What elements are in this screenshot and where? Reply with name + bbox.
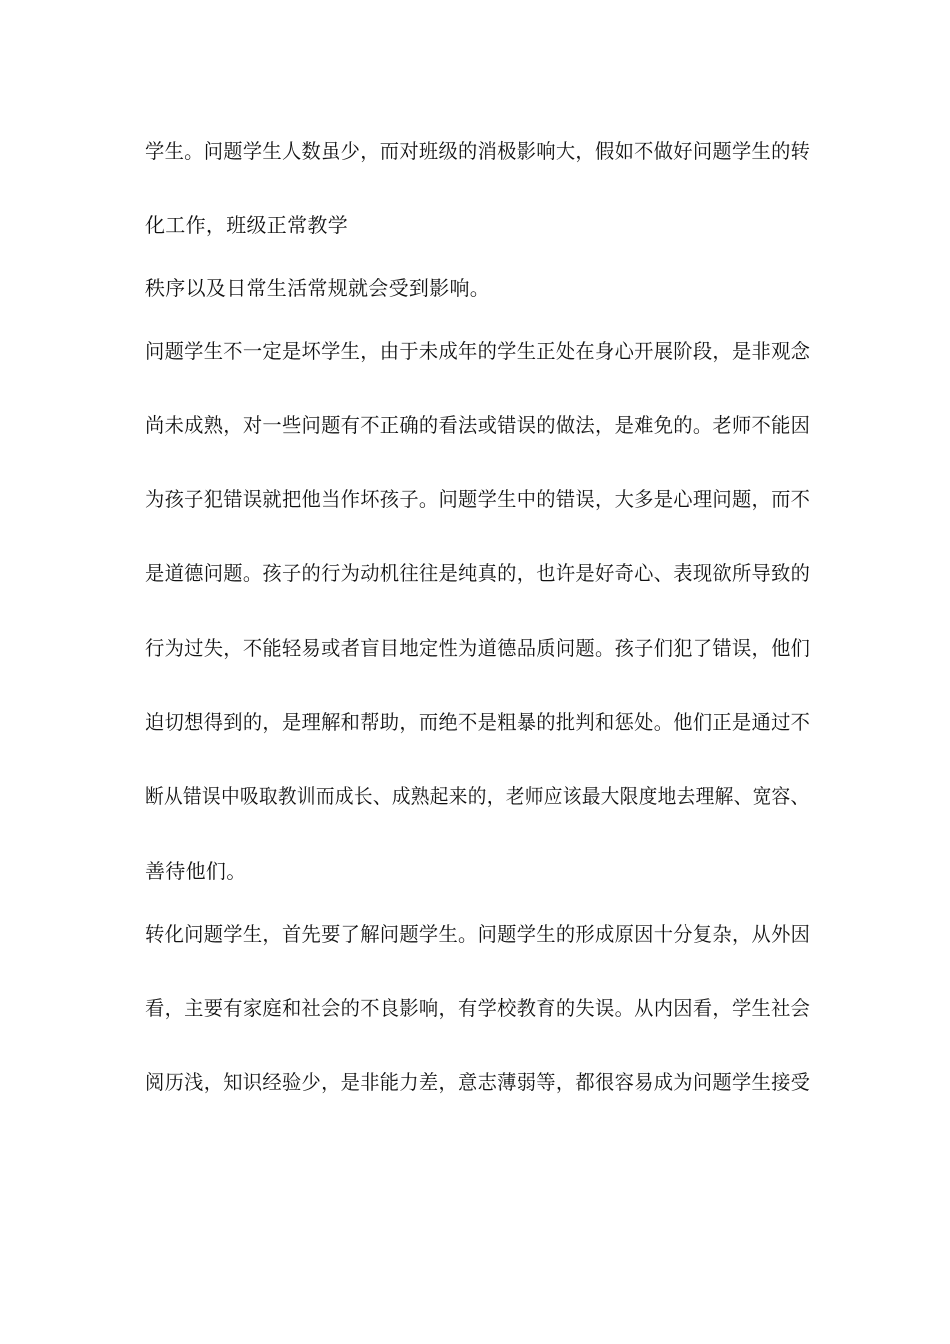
text-line: 尚未成熟，对一些问题有不正确的看法或错误的做法，是难免的。老师不能因 [145,413,811,437]
text-line: 善待他们。 [145,859,247,883]
text-line: 学生。问题学生人数虽少，而对班级的消极影响大，假如不做好问题学生的转 [145,139,811,163]
text-line: 阅历浅，知识经验少，是非能力差，意志薄弱等，都很容易成为问题学生接受 [145,1070,811,1094]
text-line: 迫切想得到的，是理解和帮助，而绝不是粗暴的批判和惩处。他们正是通过不 [145,710,811,734]
text-line: 转化问题学生，首先要了解问题学生。问题学生的形成原因十分复杂，从外因 [145,922,811,946]
text-line: 行为过失，不能轻易或者盲目地定性为道德品质问题。孩子们犯了错误，他们 [145,636,811,660]
text-line: 秩序以及日常生活常规就会受到影响。 [145,276,491,300]
text-line: 看，主要有家庭和社会的不良影响，有学校教育的失误。从内因看，学生社会 [145,996,811,1020]
text-line: 问题学生不一定是坏学生，由于未成年的学生正处在身心开展阶段，是非观念 [145,339,811,363]
text-line: 为孩子犯错误就把他当作坏孩子。问题学生中的错误，大多是心理问题，而不 [145,487,811,511]
text-line: 断从错误中吸取教训而成长、成熟起来的，老师应该最大限度地去理解、宽容、 [145,784,810,808]
text-line: 是道德问题。孩子的行为动机往往是纯真的，也许是好奇心、表现欲所导致的 [145,561,811,585]
text-line: 化工作，班级正常教学 [145,213,348,237]
